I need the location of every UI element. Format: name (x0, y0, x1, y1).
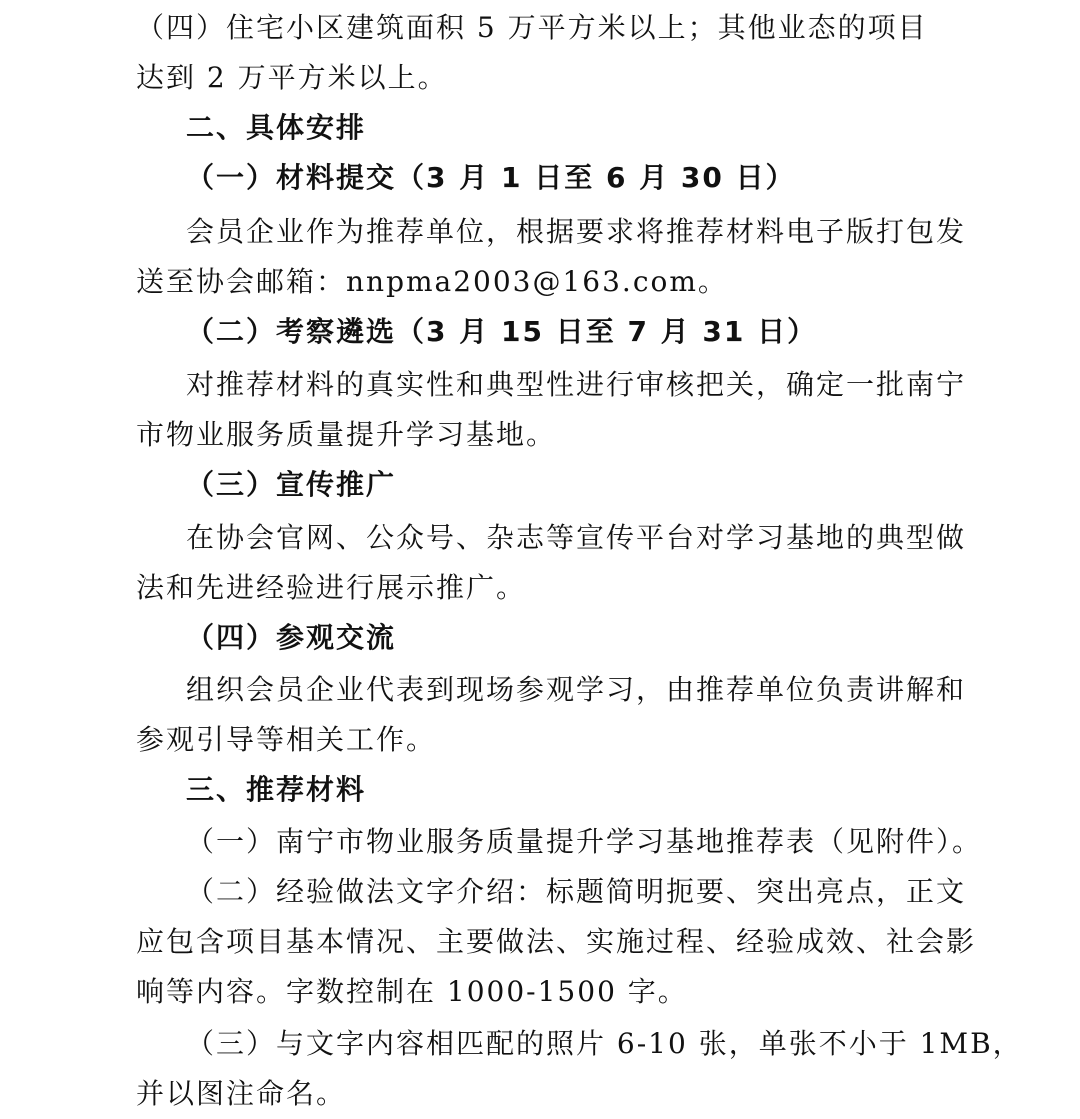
subsection-heading: （一）材料提交（3 月 1 日至 6 月 30 日） (186, 161, 796, 194)
section-heading: 三、推荐材料 (186, 773, 367, 806)
paragraph-line: 参观引导等相关工作。 (136, 723, 437, 756)
paragraph-line: （四）住宅小区建筑面积 5 万平方米以上；其他业态的项目 (136, 11, 928, 44)
paragraph-line: （三）与文字内容相匹配的照片 6-10 张，单张不小于 1MB， (186, 1027, 1023, 1060)
paragraph-line: （一）南宁市物业服务质量提升学习基地推荐表（见附件）。 (186, 825, 983, 858)
paragraph-line: 响等内容。字数控制在 1000-1500 字。 (136, 975, 688, 1008)
paragraph-line: 应包含项目基本情况、主要做法、实施过程、经验成效、社会影 (136, 925, 977, 958)
subsection-heading: （三）宣传推广 (186, 468, 397, 501)
paragraph-line: 对推荐材料的真实性和典型性进行审核把关，确定一批南宁 (186, 368, 967, 401)
paragraph-line: 在协会官网、公众号、杂志等宣传平台对学习基地的典型做 (186, 521, 967, 554)
paragraph-line: 并以图注命名。 (136, 1077, 347, 1110)
paragraph-line: 会员企业作为推荐单位，根据要求将推荐材料电子版打包发 (186, 215, 967, 248)
subsection-heading: （二）考察遴选（3 月 15 日至 7 月 31 日） (186, 315, 818, 348)
paragraph-line: 市物业服务质量提升学习基地。 (136, 418, 557, 451)
subsection-heading: （四）参观交流 (186, 621, 397, 654)
paragraph-line: 法和先进经验进行展示推广。 (136, 571, 527, 604)
paragraph-line: 组织会员企业代表到现场参观学习，由推荐单位负责讲解和 (186, 673, 967, 706)
paragraph-line: 达到 2 万平方米以上。 (136, 61, 448, 94)
section-heading: 二、具体安排 (186, 111, 367, 144)
paragraph-line: （二）经验做法文字介绍：标题简明扼要、突出亮点，正文 (186, 875, 967, 908)
paragraph-line: 送至协会邮箱：nnpma2003@163.com。 (136, 265, 728, 298)
